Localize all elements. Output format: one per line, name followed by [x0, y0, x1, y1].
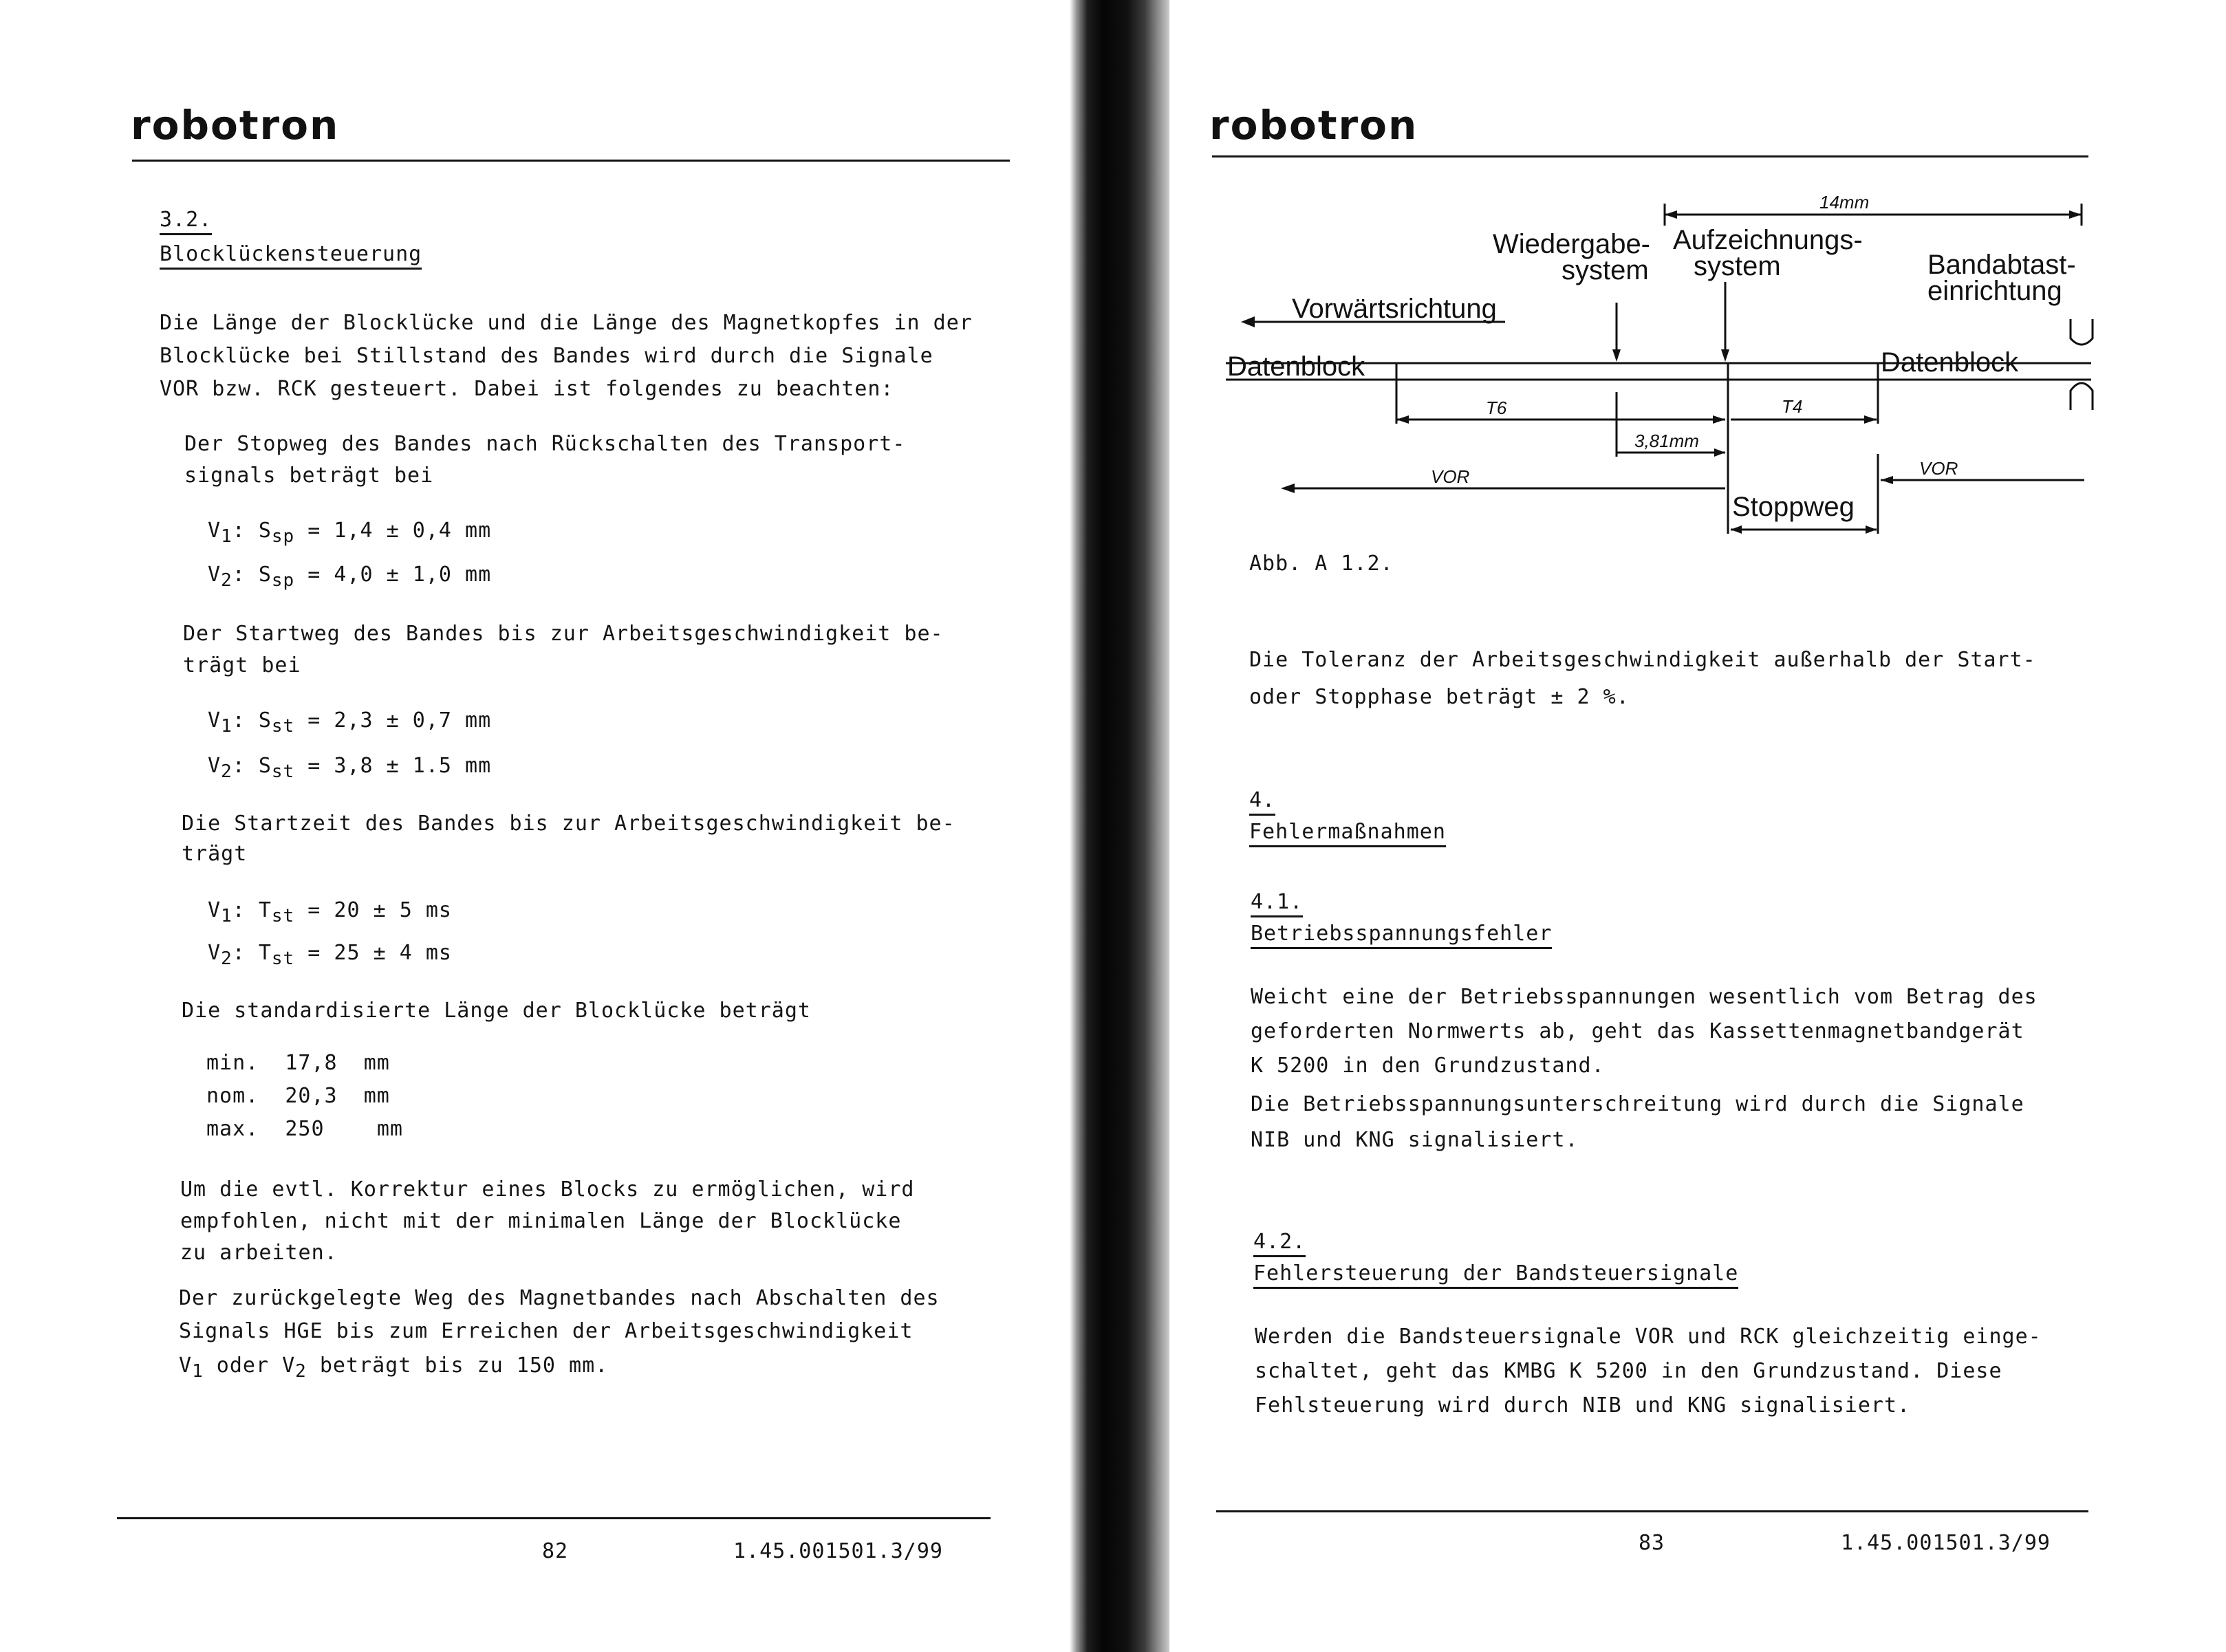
formula-startzeit-v1: $V_1$: $T_{st} = 20 \pm 5$ ms	[208, 898, 452, 926]
paragraph-line: schaltet, geht das KMBG K 5200 in den Grundzustand. Diese	[1255, 1359, 2002, 1383]
paragraph-line-last: $V_1$ oder $V_2$ beträgt bis zu 150 mm.	[179, 1354, 609, 1382]
paragraph-line: Die Betriebsspannungsunterschreitung wird durch die Signale	[1251, 1092, 2024, 1116]
paragraph-line: trägt	[182, 842, 248, 866]
formula-stopweg-v2: $V_2$: $S_{sp} = 4,0 \pm 1,0$ mm	[208, 563, 492, 591]
laenge-min: min. 17,8 mm	[206, 1051, 390, 1075]
paragraph-line: oder Stopphase beträgt ± 2 %.	[1249, 685, 1630, 709]
footer-rule	[1216, 1510, 2088, 1512]
paragraph-line: Der Stopweg des Bandes nach Rückschalten des Transport-	[184, 432, 906, 456]
datenblock-right-label: Datenblock	[1881, 347, 2019, 378]
figure-caption: Abb. A 1.2.	[1249, 552, 1394, 576]
page-number: 83	[1639, 1531, 1665, 1555]
aufzeichnung-label: Aufzeichnungs-	[1673, 225, 1863, 255]
subsection-number: 4.2.	[1253, 1226, 1306, 1259]
section-title: Fehlermaßnahmen	[1249, 816, 1446, 849]
subsection-title: Betriebsspannungsfehler	[1251, 917, 1552, 950]
tape-diagram	[1169, 165, 2226, 550]
paragraph-line: empfohlen, nicht mit der minimalen Länge der Blocklücke	[180, 1209, 902, 1233]
paragraph-line: Werden die Bandsteuersignale VOR und RCK gleichzeitig einge-	[1255, 1325, 2042, 1349]
paragraph-line: Signals HGE bis zum Erreichen der Arbeitsgeschwindigkeit	[179, 1319, 914, 1343]
stoppweg-label: Stoppweg	[1732, 492, 1855, 522]
header-rule	[1212, 155, 2088, 157]
paragraph-line: Die Toleranz der Arbeitsgeschwindigkeit außerhalb der Start-	[1249, 648, 2036, 672]
vor-right-label: VOR	[1919, 458, 1958, 479]
paragraph-line: Fehlsteuerung wird durch NIB und KNG signalisiert.	[1255, 1393, 1911, 1417]
paragraph-line: Der Startweg des Bandes bis zur Arbeitsgeschwindigkeit be-	[183, 622, 944, 646]
robotron-logo: robotron	[131, 102, 340, 149]
paragraph-line: Die Startzeit des Bandes bis zur Arbeitsgeschwindigkeit be-	[182, 812, 955, 836]
paragraph-line: Blocklücke bei Stillstand des Bandes wird durch die Signale	[160, 344, 933, 368]
datenblock-left-label: Datenblock	[1227, 351, 1365, 382]
paragraph-line: Weicht eine der Betriebsspannungen wesentlich vom Betrag des	[1251, 985, 2038, 1009]
paragraph-line: Die Länge der Blocklücke und die Länge des Magnetkopfes in der	[160, 311, 973, 335]
document-number: 1.45.001501.3/99	[733, 1539, 943, 1563]
page-number: 82	[542, 1539, 569, 1563]
laenge-nom: nom. 20,3 mm	[206, 1084, 390, 1108]
section-title: Blocklückensteuerung	[160, 238, 422, 271]
section-number: 3.2.	[160, 204, 212, 237]
paragraph-line: signals beträgt bei	[184, 464, 434, 488]
subsection-number: 4.1.	[1251, 886, 1303, 919]
paragraph-line: NIB und KNG signalisiert.	[1251, 1128, 1579, 1152]
left-page	[0, 0, 1073, 1652]
book-spine-shadow	[1070, 0, 1180, 1652]
paragraph-line: geforderten Normwerts ab, geht das Kassettenmagnetbandgerät	[1251, 1019, 2024, 1043]
paragraph-line: Um die evtl. Korrektur eines Blocks zu ermöglichen, wird	[180, 1177, 915, 1202]
formula-startweg-v1: $V_1$: $S_{st} = 2,3 \pm 0,7$ mm	[208, 708, 492, 737]
t4-label: T4	[1782, 396, 1803, 417]
subsection-title: Fehlersteuerung der Bandsteuersignale	[1253, 1257, 1738, 1290]
section-number: 4.	[1249, 784, 1275, 817]
formula-startweg-v2: $V_2$: $S_{st} = 3,8 \pm 1.5$ mm	[208, 754, 492, 782]
vorwaertsrichtung-label: Vorwärtsrichtung	[1292, 294, 1497, 324]
laenge-max: max. 250 mm	[206, 1117, 403, 1141]
paragraph-line: K 5200 in den Grundzustand.	[1251, 1054, 1605, 1078]
paragraph-line: zu arbeiten.	[180, 1241, 338, 1265]
dim-14mm-label: 14mm	[1819, 192, 1870, 213]
formula-startzeit-v2: $V_2$: $T_{st} = 25 \pm 4$ ms	[208, 941, 452, 969]
bandabtast-label-2: einrichtung	[1927, 276, 2062, 306]
right-page	[1169, 0, 2226, 1652]
paragraph-line: Der zurückgelegte Weg des Magnetbandes nach Abschalten des	[179, 1286, 940, 1310]
aufzeichnung-label-2: system	[1694, 251, 1781, 281]
paragraph-line: trägt bei	[183, 653, 301, 677]
document-number: 1.45.001501.3/99	[1841, 1531, 2051, 1555]
robotron-logo: robotron	[1209, 102, 1418, 149]
footer-rule	[117, 1517, 991, 1519]
formula-stopweg-v1: $V_1$: $S_{sp} = 1,4 \pm 0,4$ mm	[208, 519, 492, 547]
wiedergabe-label-2: system	[1562, 255, 1649, 285]
header-rule	[132, 160, 1010, 162]
t6-label: T6	[1486, 398, 1507, 418]
vor-left-label: VOR	[1431, 466, 1470, 487]
dim-381-label: 3,81mm	[1634, 431, 1699, 451]
paragraph-line: VOR bzw. RCK gesteuert. Dabei ist folgendes zu beachten:	[160, 377, 894, 401]
bandabtast-label: Bandabtast-	[1927, 250, 2076, 280]
wiedergabe-label: Wiedergabe-	[1493, 229, 1651, 259]
paragraph-line: Die standardisierte Länge der Blocklücke beträgt	[182, 999, 811, 1023]
